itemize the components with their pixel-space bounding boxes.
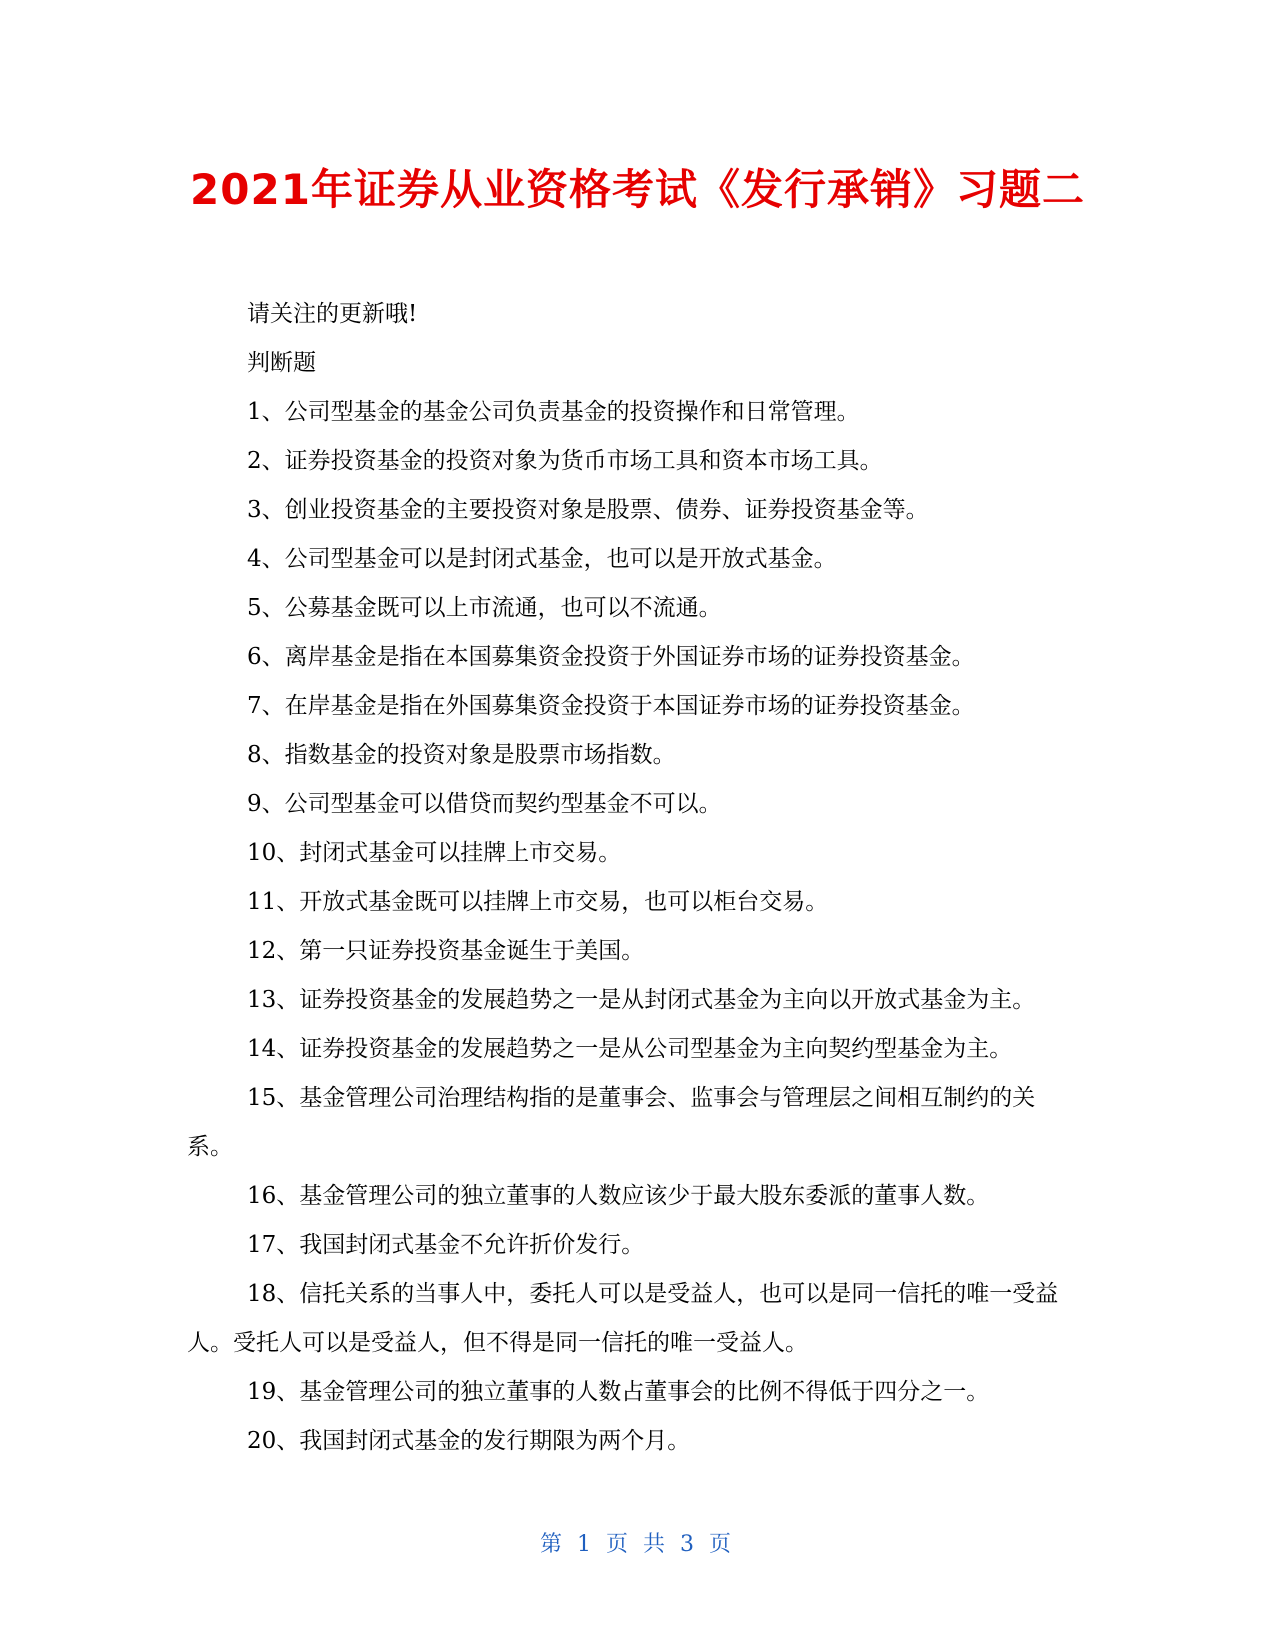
question-item: 18、信托关系的当事人中，委托人可以是受益人，也可以是同一信托的唯一受益人。受托人可以是受益人，但不得是同一信托的唯一受益人。 <box>187 1281 1059 1356</box>
question-item: 5、公募基金既可以上市流通，也可以不流通。 <box>247 595 722 621</box>
question-item: 19、基金管理公司的独立董事的人数占董事会的比例不得低于四分之一。 <box>247 1379 990 1405</box>
question-item: 8、指数基金的投资对象是股票市场指数。 <box>247 742 676 768</box>
question-item: 7、在岸基金是指在外国募集资金投资于本国证券市场的证券投资基金。 <box>247 693 975 719</box>
question-item: 3、创业投资基金的主要投资对象是股票、债券、证券投资基金等。 <box>247 497 929 523</box>
question-item: 1、公司型基金的基金公司负责基金的投资操作和日常管理。 <box>247 399 860 425</box>
question-item: 14、证券投资基金的发展趋势之一是从公司型基金为主向契约型基金为主。 <box>247 1036 1013 1062</box>
document-title: 2021年证券从业资格考试《发行承销》习题二 <box>190 165 1085 214</box>
question-item: 11、开放式基金既可以挂牌上市交易，也可以柜台交易。 <box>247 889 829 915</box>
question-item: 12、第一只证券投资基金诞生于美国。 <box>247 938 645 964</box>
question-item: 13、证券投资基金的发展趋势之一是从封闭式基金为主向以开放式基金为主。 <box>247 987 1036 1013</box>
document-body <box>187 290 1067 1466</box>
question-item: 6、离岸基金是指在本国募集资金投资于外国证券市场的证券投资基金。 <box>247 644 975 670</box>
page-number-footer: 第 1 页 共 3 页 <box>540 1532 735 1557</box>
question-item: 10、封闭式基金可以挂牌上市交易。 <box>247 840 622 866</box>
question-item: 9、公司型基金可以借贷而契约型基金不可以。 <box>247 791 722 817</box>
question-item: 16、基金管理公司的独立董事的人数应该少于最大股东委派的董事人数。 <box>247 1183 990 1209</box>
question-item: 15、基金管理公司治理结构指的是董事会、监事会与管理层之间相互制约的关系。 <box>187 1085 1036 1160</box>
question-item: 2、证券投资基金的投资对象为货币市场工具和资本市场工具。 <box>247 448 883 474</box>
section-heading: 判断题 <box>247 350 316 376</box>
question-item: 4、公司型基金可以是封闭式基金，也可以是开放式基金。 <box>247 546 837 572</box>
intro-text: 请关注的更新哦! <box>247 301 418 327</box>
question-item: 20、我国封闭式基金的发行期限为两个月。 <box>247 1428 691 1454</box>
question-item: 17、我国封闭式基金不允许折价发行。 <box>247 1232 645 1258</box>
